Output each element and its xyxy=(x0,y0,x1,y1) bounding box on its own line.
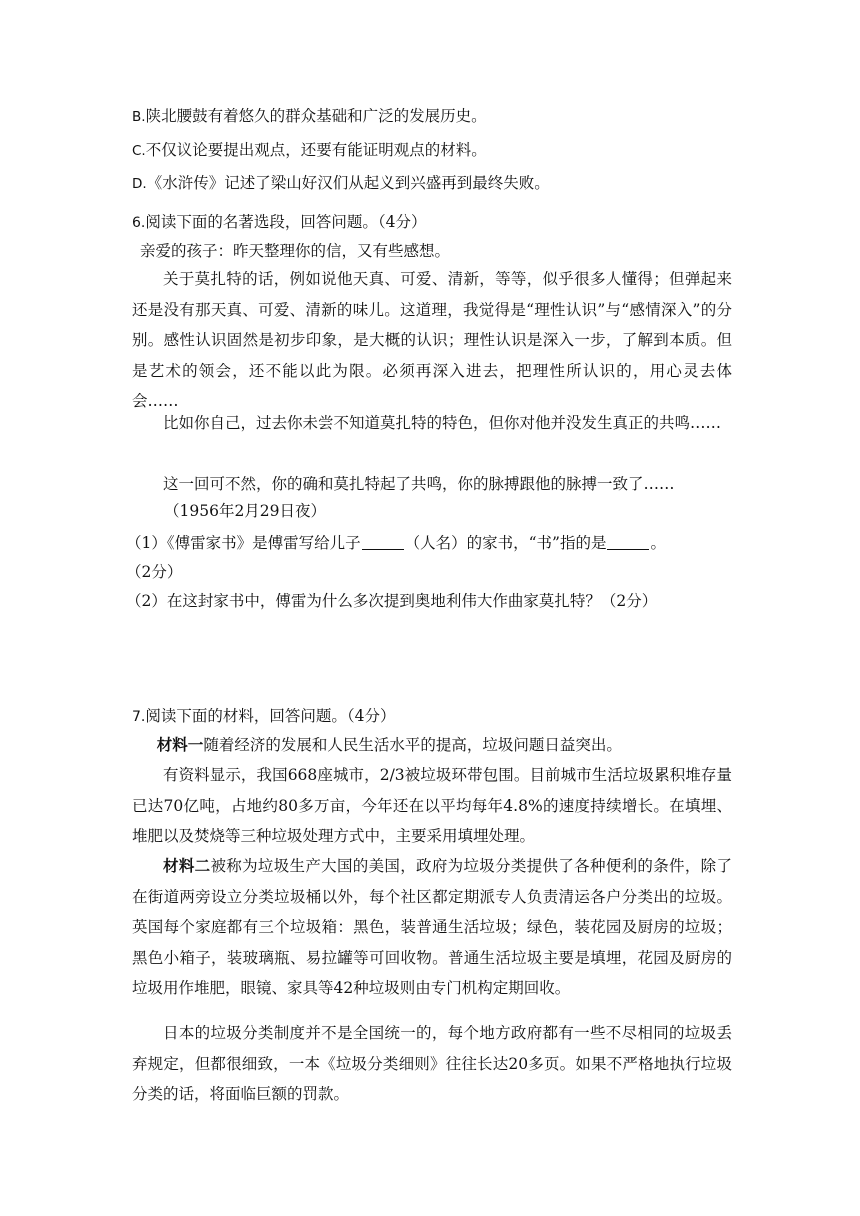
question-7-title: 7.阅读下面的材料，回答问题。（4分） xyxy=(132,707,396,725)
option-b: B.陕北腰鼓有着悠久的群众基础和广泛的发展历史。 xyxy=(132,107,487,125)
material-2-paragraph-japan: 日本的垃圾分类制度并不是全国统一的，每个地方政府都有一些不尽相同的垃圾丢弃规定，但都很细致，一本《垃圾分类细则》往往长达20多页。如果不严格地执行垃圾分类的话，将面临巨额的罚款。 xyxy=(132,1024,732,1103)
option-d: D.《水浒传》记述了梁山好汉们从起义到兴盛再到最终失败。 xyxy=(132,174,550,192)
option-c: C.不仅议论要提出观点，还要有能证明观点的材料。 xyxy=(132,141,487,159)
letter-paragraph-3: 这一回可不然，你的确和莫扎特起了共鸣，你的脉搏跟他的脉搏一致了…… xyxy=(163,475,675,493)
material-1-paragraph: 有资料显示，我国668座城市，2/3被垃圾环带包围。目前城市生活垃圾累积堆存量已达70亿吨，占地约80多万亩，今年还在以平均每年4.8%的速度持续增长。在填埋、堆肥以及焚烧等三种垃圾处理方式中，主要采用填埋处理。 xyxy=(132,766,732,845)
letter-date: （1956年2月29日夜） xyxy=(164,502,327,520)
answer-blank-book[interactable] xyxy=(607,533,649,550)
letter-paragraph-1: 关于莫扎特的话，例如说他天真、可爱、清新，等等，似乎很多人懂得；但弹起来还是没有那天真、可爱、清新的味儿。这道理，我觉得是“理性认识”与“感情深入”的分别。感性认识固然是初步印象，是大概的认识；理性认识是深入一步，了解到本质。但是艺术的领会，还不能以此为限。必须再深入进去，把理性所认识的，用心灵去体会…… xyxy=(132,270,732,410)
material-2: 材料二被称为垃圾生产大国的美国，政府为垃圾分类提供了各种便利的条件，除了在街道两旁设立分类垃圾桶以外，每个社区都定期派专人负责清运各户分类出的垃圾。英国每个家庭都有三个垃圾箱：黑色，装普通生活垃圾；绿色，装花园及厨房的垃圾；黑色小箱子，装玻璃瓶、易拉罐等可回收物。普通生活垃圾主要是填埋，花园及厨房的垃圾用作堆肥，眼镜、家具等42种垃圾则由专门机构定期回收。 xyxy=(132,856,732,997)
question-6-sub-2: （2）在这封家书中，傅雷为什么多次提到奥地利伟大作曲家莫扎特？（2分） xyxy=(126,592,658,610)
question-6-title: 6.阅读下面的名著选段，回答问题。（4分） xyxy=(132,213,427,231)
question-6-sub-1: （1）《傅雷家书》是傅雷写给儿子 （人名）的家书，“书”指的是 。 xyxy=(126,534,666,552)
material-1: 材料一随着经济的发展和人民生活水平的提高，垃圾问题日益突出。 xyxy=(156,735,622,754)
letter-salutation: 亲爱的孩子：昨天整理你的信，又有些感想。 xyxy=(140,242,451,260)
answer-blank-name[interactable] xyxy=(362,533,404,550)
letter-paragraph-2: 比如你自己，过去你未尝不知道莫扎特的特色，但你对他并没发生真正的共鸣…… xyxy=(163,414,722,432)
question-6-sub-1-score: （2分） xyxy=(126,563,183,581)
